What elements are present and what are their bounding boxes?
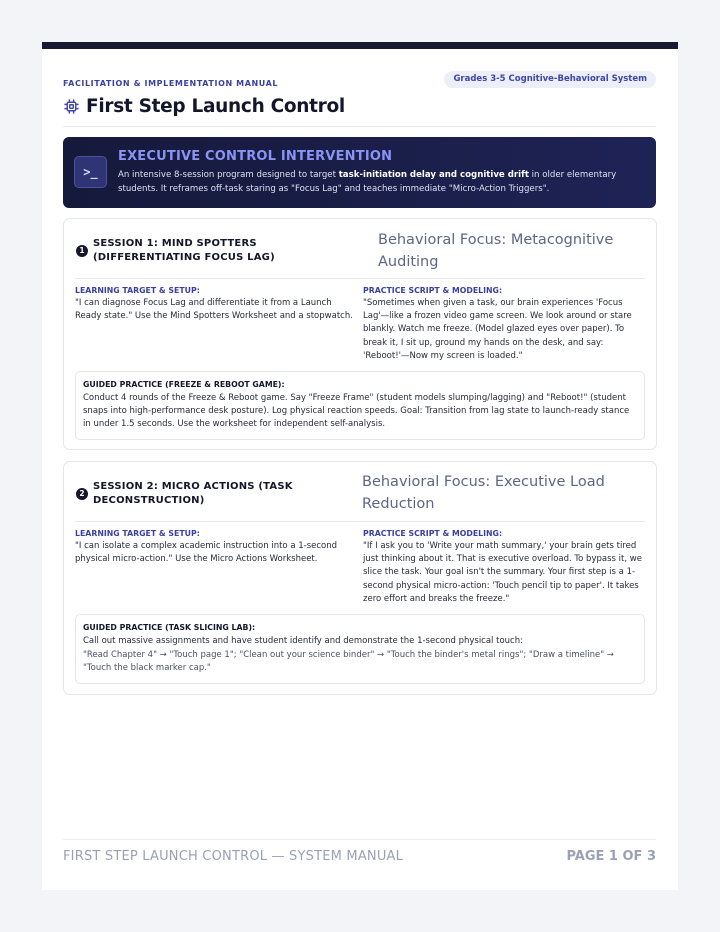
session-number-badge: 2 xyxy=(76,488,88,500)
grade-badge: Grades 3-5 Cognitive-Behavioral System xyxy=(444,71,656,88)
practice-script-text: "Sometimes when given a task, our brain experiences 'Focus Lag'—like a frozen video game screen. We look around or stare blankly. Watch me freeze. (Model glazed eyes over paper). To break it, I sit up, ground my hands on the desk, and say: 'Reboot!'—Now my screen is loaded." xyxy=(363,298,632,361)
practice-script-heading: PRACTICE SCRIPT & MODELING: xyxy=(363,286,503,295)
learning-target-heading: LEARNING TARGET & SETUP: xyxy=(75,529,200,538)
manual-kicker: FACILITATION & IMPLEMENTATION MANUAL xyxy=(63,79,279,88)
top-accent-bar xyxy=(42,42,678,49)
banner-description: An intensive 8-session program designed to target task-initiation delay and cognitive drift in older elementary students. It reframes off-task staring as "Focus Lag" and teaches immediate "Micro-Action Triggers". xyxy=(118,170,617,194)
intervention-banner xyxy=(63,137,656,208)
guided-practice-text: Call out massive assignments and have student identify and demonstrate the 1-second physical touch: xyxy=(83,636,523,646)
title-divider xyxy=(63,126,656,127)
learning-target-text: "I can diagnose Focus Lag and differentiate it from a Launch Ready state." Use the Mind Spotters Worksheet and a stopwatch. xyxy=(75,298,353,322)
guided-practice-heading: GUIDED PRACTICE (TASK SLICING LAB): xyxy=(83,623,256,632)
behavioral-focus: Behavioral Focus: Metacognitive Auditing xyxy=(378,232,614,270)
session-card-2 xyxy=(63,461,657,695)
title-row xyxy=(63,94,345,118)
guided-practice-box xyxy=(75,371,645,440)
learning-target-text: "I can isolate a complex academic instruction into a 1-second physical micro-action." Use the Micro Actions Worksheet. xyxy=(75,541,338,565)
banner-title: EXECUTIVE CONTROL INTERVENTION xyxy=(118,149,393,164)
page-number: PAGE 1 OF 3 xyxy=(566,849,656,864)
behavioral-focus: Behavioral Focus: Executive Load Reduction xyxy=(362,474,605,512)
footer-divider xyxy=(63,839,656,840)
guided-practice-text: Conduct 4 rounds of the Freeze & Reboot game. Say "Freeze Frame" (student models slumping/lagging) and "Reboot!" (student snaps into high-performance desk posture). Log physical reaction speeds. Goal: Transition from lag state to launch-ready stance in under 1.5 seconds. Use the worksheet for independent self-analysis. xyxy=(83,393,630,430)
session-divider xyxy=(75,278,645,279)
chip-icon xyxy=(63,98,80,115)
guided-practice-box xyxy=(75,614,645,684)
guided-practice-examples: "Read Chapter 4" → "Touch page 1"; "Clean out your science binder" → "Touch the binder's metal rings"; "Draw a timeline" → "Touch the black marker cap." xyxy=(83,650,614,674)
session-number-badge: 1 xyxy=(76,245,88,257)
session-title: SESSION 2: MICRO ACTIONS (TASK DECONSTRUCTION) xyxy=(93,481,293,506)
session-card-1 xyxy=(63,218,657,450)
terminal-icon: >_ xyxy=(74,156,107,188)
session-divider xyxy=(75,521,645,522)
page-title: First Step Launch Control xyxy=(86,95,345,117)
practice-script-heading: PRACTICE SCRIPT & MODELING: xyxy=(363,529,503,538)
footer-title: FIRST STEP LAUNCH CONTROL — SYSTEM MANUAL xyxy=(63,849,404,864)
manual-page xyxy=(42,42,678,890)
practice-script-text: "If I ask you to 'Write your math summary,' your brain gets tired just thinking about it. That is executive overload. To bypass it, we slice the task. Your goal isn't the summary. Your first step is a 1-second physical micro-action: 'Touch pencil tip to paper'. It takes zero effort and breaks the freeze." xyxy=(363,541,642,604)
session-title: SESSION 1: MIND SPOTTERS (DIFFERENTIATING FOCUS LAG) xyxy=(93,238,275,263)
guided-practice-heading: GUIDED PRACTICE (FREEZE & REBOOT GAME): xyxy=(83,380,285,389)
learning-target-heading: LEARNING TARGET & SETUP: xyxy=(75,286,200,295)
